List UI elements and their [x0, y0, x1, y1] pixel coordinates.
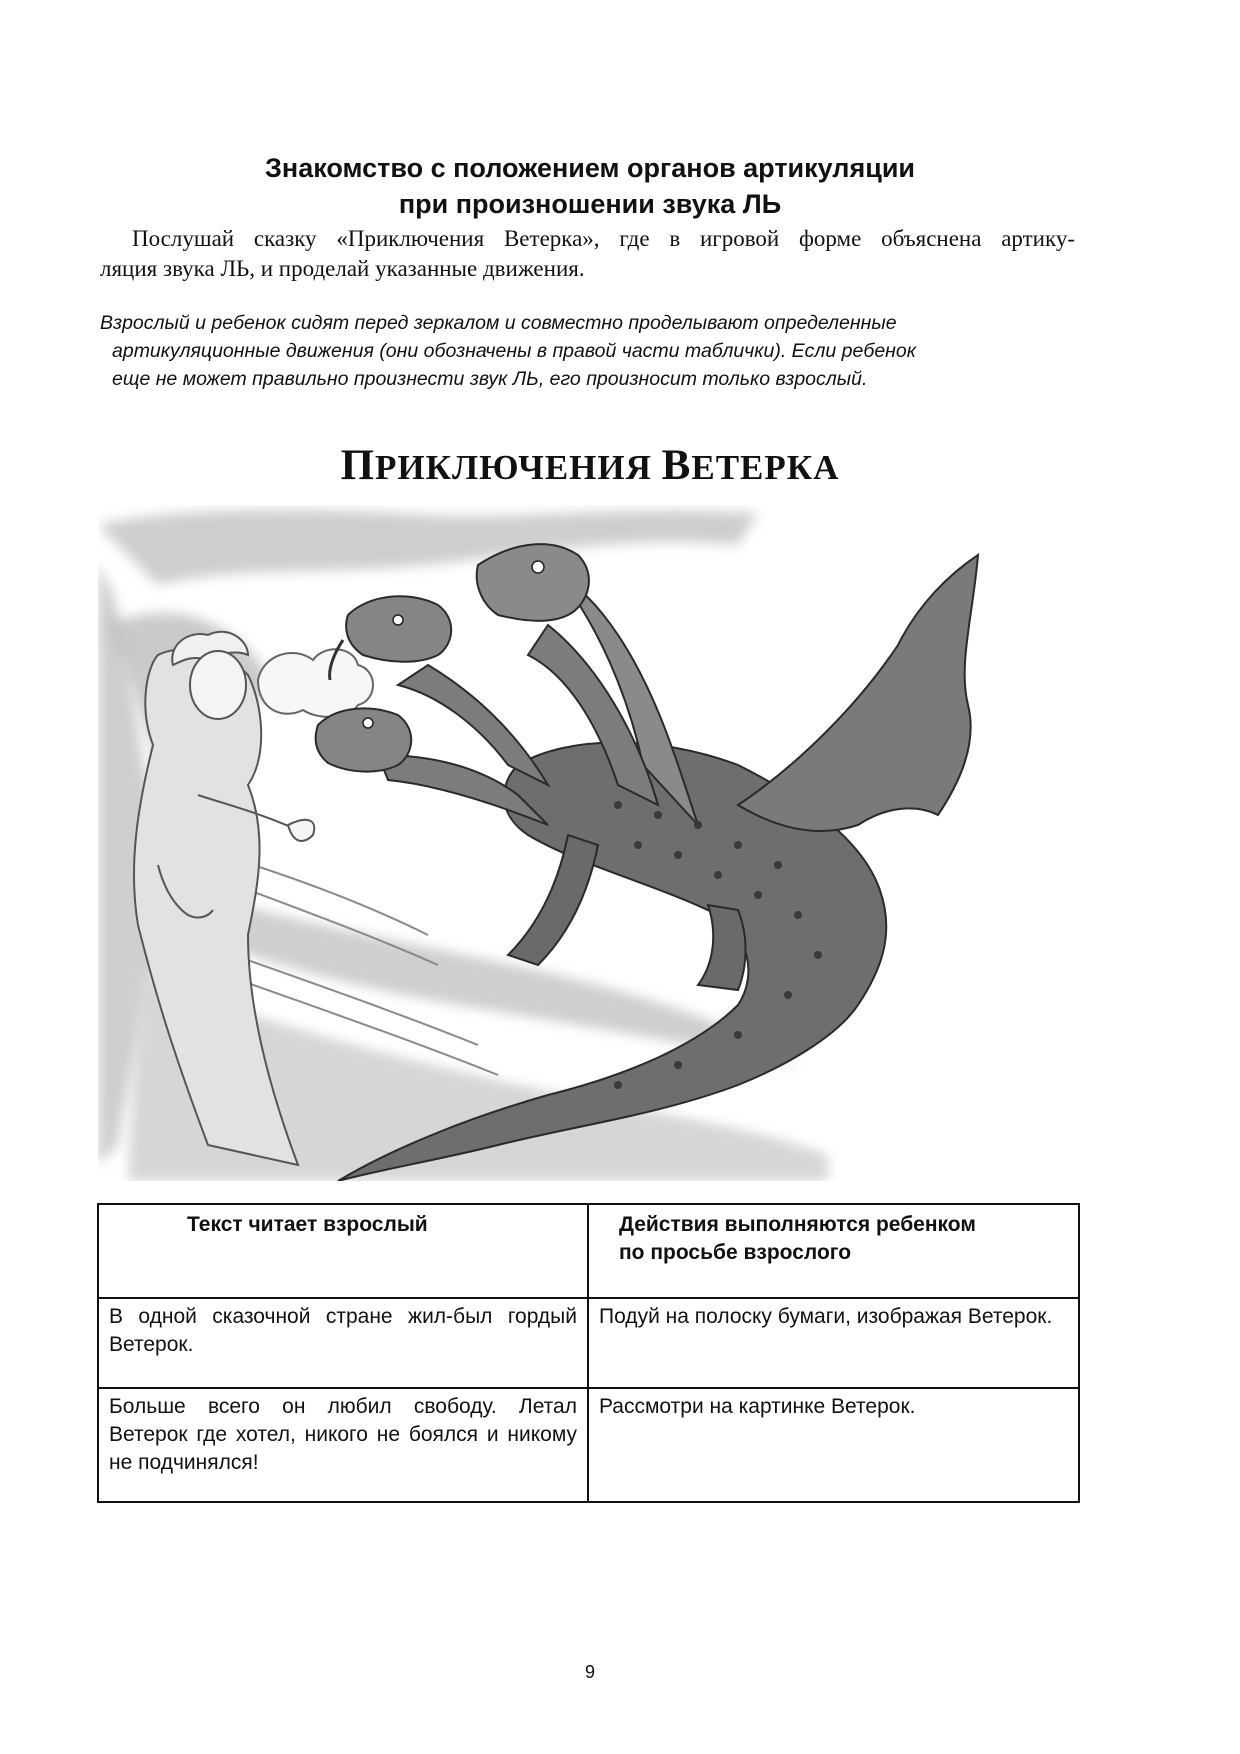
story-title	[0, 441, 1180, 490]
header-child-actions-line-1: Действия выполняются ребенком	[619, 1213, 976, 1236]
row-2-child-action: Рассмотри на картинке Ветерок.	[588, 1388, 1079, 1502]
instruction-line-2: артикуляционные движения (они обозначены в правой части таблички). Если ребенок	[112, 340, 916, 362]
story-title-word-1: РИКЛЮЧЕНИЯ	[375, 448, 652, 487]
row-1-adult-text: В одной сказочной стране жил-был гордый Ветерок.	[98, 1298, 588, 1388]
header-child-actions-line-2: по просьбе взрослого	[619, 1241, 852, 1264]
story-title-cap-1: П	[340, 442, 376, 489]
intro-line-1: Послушай сказку «Приключения Ветерка», где в игровой форме объяснена артику-	[132, 226, 1075, 251]
intro-line-2: ляция звука ЛЬ, и проделай указанные движения.	[100, 256, 585, 281]
story-table	[97, 1203, 1080, 1503]
dragon-illustration	[98, 505, 1078, 1181]
header-adult-text: Текст читает взрослый	[98, 1204, 588, 1298]
instruction-line-3: еще не может правильно произнести звук ЛЬ, его произносит только взрослый.	[112, 368, 868, 390]
page-number: 9	[584, 1662, 595, 1682]
row-1-child-action: Подуй на полоску бумаги, изображая Ветерок.	[588, 1298, 1079, 1388]
heading-line-2: при произношении звука ЛЬ	[398, 189, 782, 219]
story-title-cap-2: В	[661, 442, 692, 489]
intro-paragraph	[100, 224, 1075, 284]
table-row	[98, 1388, 1079, 1502]
row-2-adult-text: Больше всего он любил свободу. Летал Ветерок где хотел, никого не боялся и никому не подчинялся!	[98, 1388, 588, 1502]
instruction-line-1: Взрослый и ребенок сидят перед зеркалом и совместно проделывают определенные	[100, 312, 897, 334]
table-row	[98, 1298, 1079, 1388]
section-heading	[0, 150, 1180, 222]
instruction-paragraph	[100, 309, 1075, 393]
header-child-actions	[588, 1204, 1079, 1298]
heading-line-1: Знакомство с положением органов артикуляции	[264, 153, 916, 183]
story-title-word-2: ЕТЕРКА	[691, 448, 840, 487]
table-header-row	[98, 1204, 1079, 1298]
